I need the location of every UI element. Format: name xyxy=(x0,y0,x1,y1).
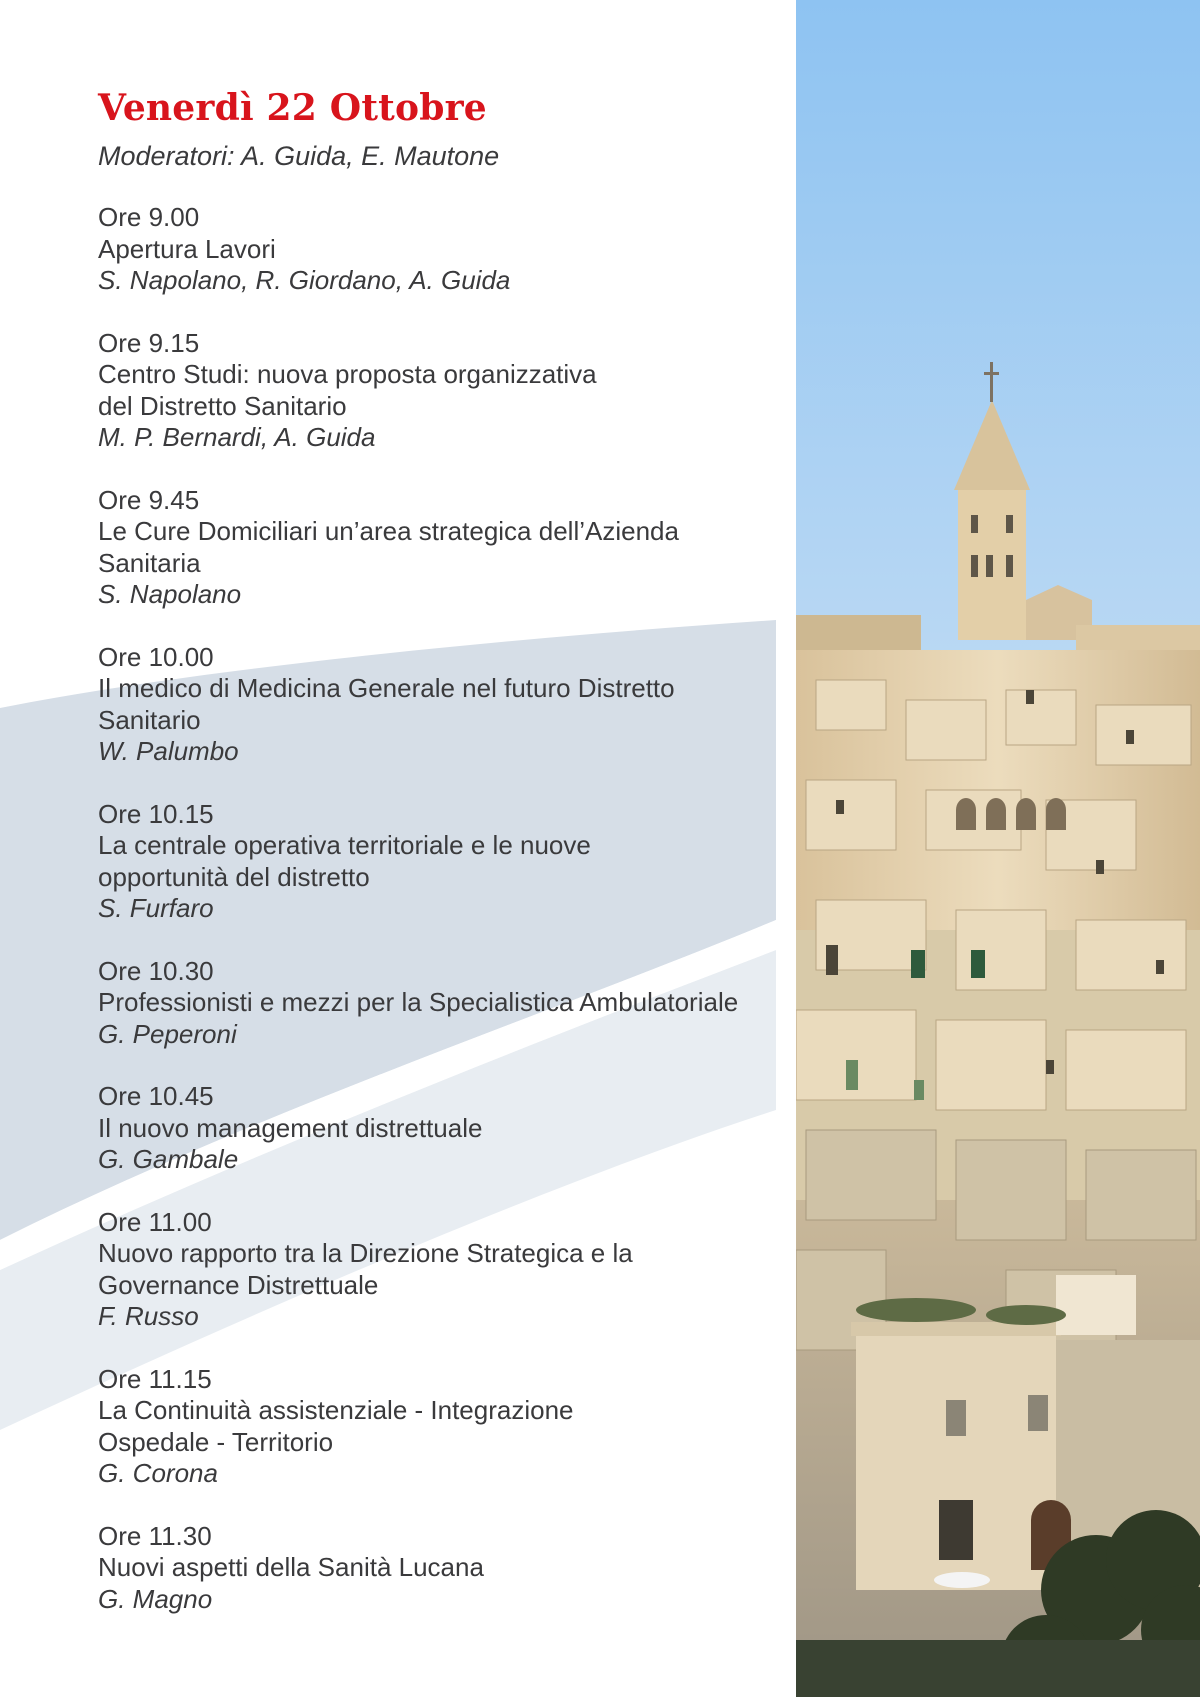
session-speakers: W. Palumbo xyxy=(98,736,239,766)
session-item xyxy=(98,485,758,611)
session-item xyxy=(98,642,758,768)
session-title: Professionisti e mezzi per la Specialistica Ambulatoriale xyxy=(98,987,739,1017)
session-title: Il nuovo management distrettuale xyxy=(98,1112,483,1143)
session-title-line: Governance Distrettuale xyxy=(98,1269,379,1300)
session-title-line: Centro Studi: nuova proposta organizzativa xyxy=(98,359,597,389)
session-speakers: S. Napolano, R. Giordano, A. Guida xyxy=(98,265,511,295)
session-time: Ore 9.45 xyxy=(98,484,200,515)
schedule xyxy=(98,86,758,1646)
session-speakers: S. Furfaro xyxy=(98,893,214,923)
session-time: Ore 9.00 xyxy=(98,202,200,232)
session-time: Ore 11.00 xyxy=(98,1206,212,1237)
session-item xyxy=(98,1081,758,1176)
session-title: Nuovi aspetti della Sanità Lucana xyxy=(98,1552,484,1582)
session-title-line: Nuovo rapporto tra la Direzione Strategica e la xyxy=(98,1238,633,1268)
session-time: Ore 10.00 xyxy=(98,641,214,672)
session-title-line: del Distretto Sanitario xyxy=(98,390,347,421)
session-speakers: S. Napolano xyxy=(98,579,242,609)
session-title-line: La Continuità assistenziale - Integrazione xyxy=(98,1395,574,1425)
session-item xyxy=(98,956,758,1051)
session-time: Ore 10.15 xyxy=(98,798,214,829)
session-speakers: G. Magno xyxy=(98,1583,213,1614)
session-speakers: G. Gambale xyxy=(98,1144,239,1174)
session-title-line: opportunità del distretto xyxy=(98,861,370,892)
session-item xyxy=(98,1207,758,1333)
session-item xyxy=(98,202,758,297)
session-title-line: Le Cure Domiciliari un’area strategica dell’Azienda xyxy=(98,516,679,546)
matera-sassi-illustration xyxy=(796,0,1200,1697)
moderators: Moderatori: A. Guida, E. Mautone xyxy=(98,141,500,171)
session-item xyxy=(98,799,758,925)
session-time: Ore 11.15 xyxy=(98,1363,212,1394)
session-title-line: La centrale operativa territoriale e le nuove xyxy=(98,830,591,860)
session-item xyxy=(98,328,758,454)
session-item xyxy=(98,1364,758,1490)
session-time: Ore 10.45 xyxy=(98,1081,214,1111)
session-time: Ore 9.15 xyxy=(98,327,200,358)
umbrella xyxy=(934,1572,990,1588)
session-title-line: Il medico di Medicina Generale nel futuro Distretto xyxy=(98,673,675,703)
session-speakers: M. P. Bernardi, A. Guida xyxy=(98,422,376,452)
session-title-line: Ospedale - Territorio xyxy=(98,1426,334,1457)
session-item xyxy=(98,1521,758,1616)
session-speakers: F. Russo xyxy=(98,1301,199,1331)
session-title-line: Sanitario xyxy=(98,704,201,735)
session-time: Ore 10.30 xyxy=(98,955,214,986)
city-photo xyxy=(796,0,1200,1697)
session-title: Apertura Lavori xyxy=(98,233,276,264)
session-speakers: G. Peperoni xyxy=(98,1018,237,1049)
session-title-line: Sanitaria xyxy=(98,547,201,578)
day-title: Venerdì 22 Ottobre xyxy=(98,87,487,129)
session-time: Ore 11.30 xyxy=(98,1520,212,1551)
session-speakers: G. Corona xyxy=(98,1458,218,1488)
